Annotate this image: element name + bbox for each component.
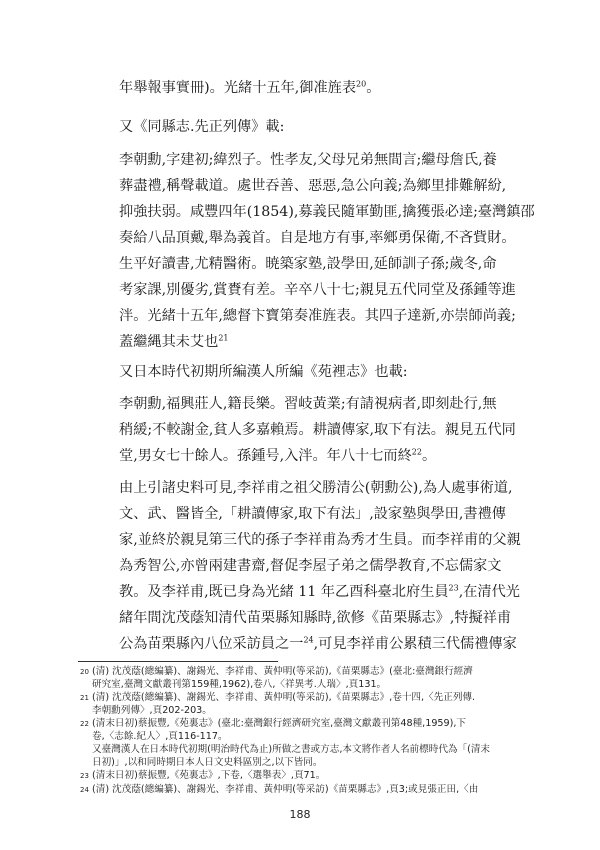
para-line-3: 家,並終於親見第三代的孫子李祥甫為秀才生員。而李祥甫的父親 — [119, 532, 521, 548]
footnote-number: 20 — [80, 668, 89, 676]
para-line-5: 教。及李祥甫,既已身為光緒 11 年乙酉科臺北府生員$^{23}$,在清代光 — [119, 583, 520, 600]
footnote-line: (清末日初)蔡振豐,《苑裏志》,下卷,〈選舉表〉,頁71。 — [92, 770, 326, 781]
quote1-line-3: 抑強扶弱。咸豐四年(1854),募義民隨軍勤匪,擒獲張必達;臺灣鎮邵 — [119, 204, 535, 220]
quote2-line-1: 李朝勳,福興莊人,籍長樂。習岐黃業;有請視病者,即刻赴行,無 — [119, 396, 497, 412]
quote2-line-2: 稍緩;不較謝金,貧人多嘉賴焉。耕讀傳家,取下有法。親見五代同 — [119, 422, 516, 438]
para-line-2: 文、武、醫皆全,「耕讀傳家,取下有法」,設家塾與學田,書禮傳 — [119, 506, 506, 522]
footnote-line: 卷,〈志餘.紀人〉,頁116-117。 — [92, 731, 228, 742]
body-line-2: 又《同縣志.先正列傳》載: — [119, 119, 285, 135]
quote1-line-8: 蓋繼縄其未艾也$^{21}$ — [119, 333, 229, 350]
footnote-line: 研究室,臺灣文獻叢刊第159種,1962),卷八,〈祥異考.人瑞〉,頁131。 — [92, 679, 387, 690]
footnote-divider — [78, 661, 278, 662]
quote1-line-4: 奏給八品頂戴,舉為義首。自是地方有事,率鄉勇保衛,不吝貲財。 — [119, 230, 516, 246]
footnote-line: (清) 沈茂蔭(總編纂)、謝錫光、李祥甫、黃仲明(等采訪)《苗栗縣志》,頁3;或見張正田,〈由 — [92, 784, 479, 795]
body-line-1: 年舉報事實冊)。光緒十五年,御准旌表$^{20}$。 — [119, 79, 381, 96]
quote1-line-7: 泮。光緒十五年,總督卞寶第奏准旌表。其四子達新,亦崇師尚義; — [119, 308, 516, 324]
page-number: 188 — [289, 808, 311, 821]
footnote-line: (清) 沈茂蔭(總編纂)、謝錫光、李祥甫、黃仲明(等采訪),《苗栗縣志》(臺北:臺灣銀行經濟 — [92, 666, 473, 677]
quote2-line-3: 堂,男女七十餘人。孫鍾号,入泮。年八十七而終$^{22}$。 — [119, 447, 437, 464]
para-line-1: 由上引諸史料可見,李祥甫之祖父勝清公(朝勳公),為人處事術道, — [119, 480, 513, 496]
footnote-number: 23 — [80, 772, 89, 780]
para-line-6: 緒年間沈茂蔭知清代苗栗縣知縣時,欲修《苗栗縣志》,特擬祥甫 — [119, 610, 512, 626]
footnote-number: 24 — [80, 786, 89, 794]
footnote-number: 21 — [80, 694, 89, 702]
footnote-line: 李朝勳列傳〉,頁202-203。 — [92, 705, 212, 716]
quote1-line-5: 生平好讀書,尤精醫術。暁築家塾,設學田,延師訓子孫;歲冬,命 — [119, 256, 497, 272]
footnote-line: 又臺灣漢人在日本時代初期(明治時代為止)所做之書或方志,本文將作者人名前標時代為「(清末 — [92, 744, 491, 755]
quote1-line-6: 考家課,別優劣,賞賚有差。辛卒八十七;親見五代同堂及孫鍾等進 — [119, 282, 516, 298]
para-line-7: 公為苗栗縣內八位采訪員之一$^{24}$,可見李祥甫公累積三代儒禮傳家 — [119, 635, 517, 652]
para-line-4: 為秀智公,亦曾兩建書齋,督促李屋子弟之儒學教育,不忘儒家文 — [119, 558, 502, 574]
footnote-number: 22 — [80, 720, 89, 728]
quote1-line-2: 葬盡禮,稱聲載道。處世吞善、惡惡,急公向義;為鄉里排難解紛, — [119, 178, 507, 194]
footnote-line: (清末日初)蔡振豐,《苑裏志》(臺北:臺灣銀行經濟研究室,臺灣文獻叢刊第48種,1959),下 — [92, 718, 467, 729]
body-line-3: 又日本時代初期所編漢人所編《苑裡志》也載: — [119, 364, 408, 380]
footnote-line: 日初)」,以和同時期日本人日文史料區別之,以下皆同。 — [92, 757, 323, 768]
footnote-line: (清) 沈茂蔭(總編纂)、謝錫光、李祥甫、黃仲明(等采訪),《苗栗縣志》,卷十四,〈先正列傳. — [92, 692, 476, 703]
quote1-line-1: 李朝勳,字建初;緯烈子。性孝友,父母兄弟無間言;繼母詹氏,養 — [119, 152, 497, 168]
